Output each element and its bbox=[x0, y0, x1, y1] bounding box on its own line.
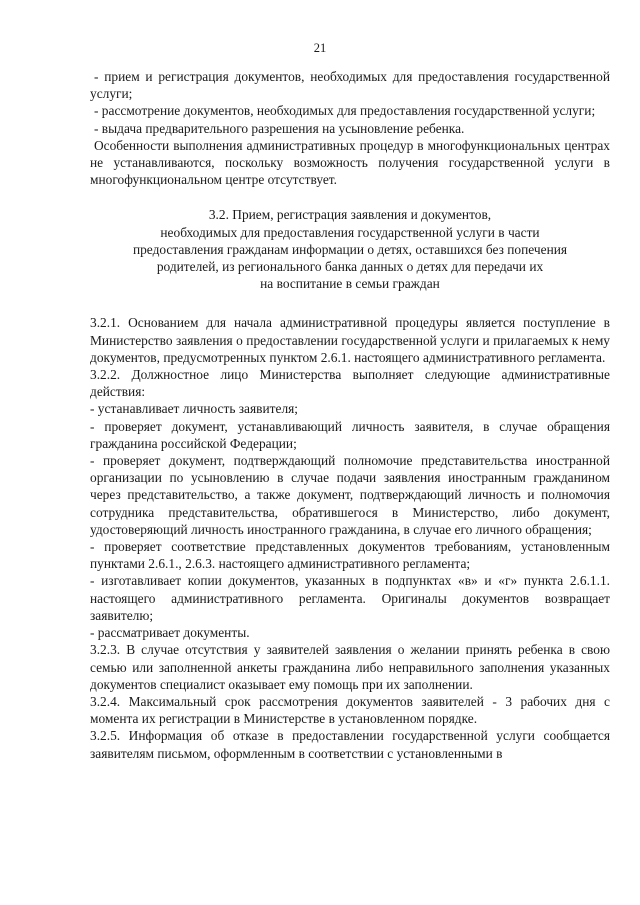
page-number: 21 bbox=[313, 41, 327, 55]
paragraph: Особенности выполнения административных процедур в многофункциональных центрах не устанавливаются, поскольку возможность получения государственной услуги в многофункциональном центре отсутствует. bbox=[90, 137, 610, 188]
paragraph: - проверяет документ, устанавливающий личность заявителя, в случае обращения гражданина российской Федерации; bbox=[90, 418, 610, 451]
heading-line: на воспитание в семьи граждан bbox=[260, 276, 440, 292]
paragraph: 3.2.1. Основанием для начала административной процедуры является поступление в Министерство заявления о предоставлении государственной услуги и прилагаемых к нему документов, предусмотренных пунктом 2.6.1. настоящего административного регламента. bbox=[90, 315, 610, 365]
paragraph: - рассматривает документы. bbox=[90, 625, 250, 641]
paragraph: - проверяет документ, подтверждающий полномочие представительства иностранной организации по усыновлению в случае подачи заявления иностранным гражданином через представительство, а также документ, подтверждающий личность и полномочия сотрудника представительства, обратившегося в Министерство, либо документ, удостоверяющий личность иностранного гражданина, в случае его личного обращения; bbox=[90, 453, 610, 537]
heading-line: родителей, из регионального банка данных о детях для передачи их bbox=[156, 259, 544, 275]
heading-line: 3.2. Прием, регистрация заявления и документов, bbox=[208, 207, 492, 223]
heading-line: предоставления гражданам информации о детях, оставшихся без попечения bbox=[132, 241, 568, 257]
document-content bbox=[90, 40, 610, 762]
heading-line: необходимых для предоставления государственной услуги в части bbox=[160, 224, 540, 240]
paragraph: - выдача предварительного разрешения на усыновление ребенка. bbox=[94, 120, 465, 136]
paragraph: - прием и регистрация документов, необходимых для предоставления государственной услуги; bbox=[90, 69, 610, 102]
section-heading bbox=[90, 206, 610, 292]
paragraph: 3.2.2. Должностное лицо Министерства выполняет следующие административные действия: bbox=[90, 367, 610, 400]
paragraph: - проверяет соответствие представленных документов требованиям, установленным пунктами 2.6.1., 2.6.3. настоящего административного регламента; bbox=[90, 539, 610, 572]
paragraph: 3.2.4. Максимальный срок рассмотрения документов заявителей - 3 рабочих дня с момента их регистрации в Министерстве в установленном порядке. bbox=[90, 693, 610, 727]
paragraph: 3.2.3. В случае отсутствия у заявителей заявления о желании принять ребенка в свою семью или заполненной анкеты гражданина либо неправильного заполнения указанных документов специалист оказывает ему помощь при их заполнении. bbox=[90, 642, 610, 692]
paragraph: 3.2.5. Информация об отказе в предоставлении государственной услуги сообщается заявителям письмом, оформленным в соответствии с установленными в bbox=[90, 728, 610, 761]
paragraph: - устанавливает личность заявителя; bbox=[90, 401, 299, 417]
paragraph: - рассмотрение документов, необходимых для предоставления государственной услуги; bbox=[94, 103, 596, 119]
paragraph: - изготавливает копии документов, указанных в подпунктах «в» и «г» пункта 2.6.1.1. настоящего административного регламента. Оригиналы документов возвращает заявителю; bbox=[90, 573, 610, 623]
